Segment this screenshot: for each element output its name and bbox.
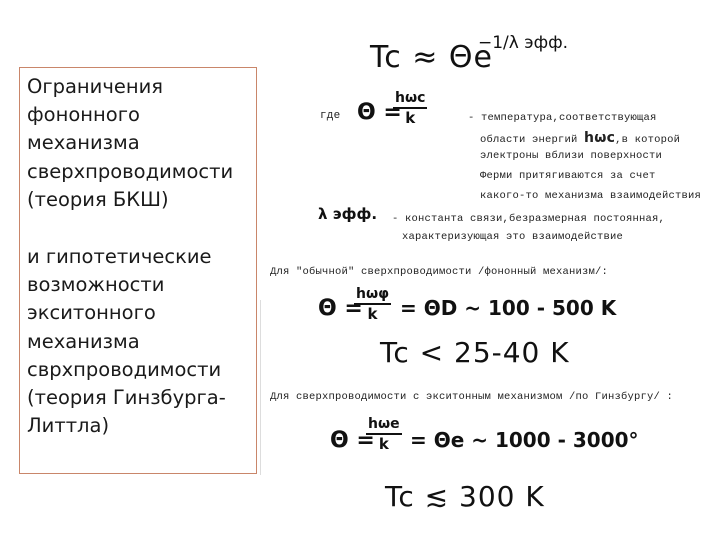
exciton-possibilities-text: и гипотетические возможности экситонного механизма сврхпроводимости (теория Гинзбурга-Литтла) [27, 245, 226, 438]
theta-desc-line-5: какого-то механизма взаимодействия [480, 190, 702, 202]
exciton-heading: Для сверхпроводимости с экситонным механизмом /по Гинзбургу/ : [270, 391, 674, 403]
theta-desc-hwc: hωc [584, 130, 616, 146]
phonon-heading: Для "обычной" сверхпроводимости /фононный механизм/: [270, 266, 609, 278]
exciton-numerator: hωe [366, 416, 402, 435]
phonon-denominator: k [367, 305, 378, 323]
theta-desc-line-4: Ферми притягиваются за счет [480, 170, 656, 182]
main-formula: Tc ≈ Θe [370, 40, 494, 75]
exciton-fraction [366, 416, 402, 453]
theta-desc-2a: области энергий [480, 134, 578, 146]
main-formula-exponent: −1/λ эфф. [478, 33, 569, 53]
theta-desc-2c: ,в которой [615, 134, 681, 146]
exciton-tc: Tc ≲ 300 K [385, 480, 545, 513]
theta-def-lhs: Θ = [357, 100, 402, 125]
bcs-limitations-text: Ограничения фононного механизма сверхпроводимости (теория БКШ) [27, 75, 234, 211]
exciton-denominator: k [378, 435, 389, 453]
lambda-desc-line-2: характеризующая это взаимодействие [402, 231, 624, 243]
lambda-desc-line-1: - константа связи,безразмерная постоянная, [392, 213, 666, 225]
theta-desc-line-3: электроны вблизи поверхности [480, 150, 663, 162]
theta-desc-line-1: - температура,соответствующая [468, 112, 657, 124]
theta-def-denominator: k [405, 109, 416, 127]
theta-desc-line-2 [480, 130, 680, 146]
theta-def-fraction [393, 90, 427, 127]
divider-line [260, 300, 261, 475]
where-label: где [320, 110, 341, 122]
theta-def-numerator: hωc [393, 90, 427, 109]
phonon-fraction [354, 286, 391, 323]
phonon-tc: Tc < 25-40 K [380, 336, 570, 369]
phonon-formula-rhs: = ΘD ~ 100 - 500 K [400, 296, 617, 320]
lambda-symbol: λ эфф. [318, 205, 378, 223]
exciton-formula-lhs: Θ = [330, 428, 375, 453]
phonon-numerator: hωφ [354, 286, 391, 305]
phonon-formula-lhs: Θ = [318, 296, 363, 321]
exciton-formula-rhs: = Θe ~ 1000 - 3000° [410, 428, 639, 452]
left-text-panel [27, 73, 255, 440]
